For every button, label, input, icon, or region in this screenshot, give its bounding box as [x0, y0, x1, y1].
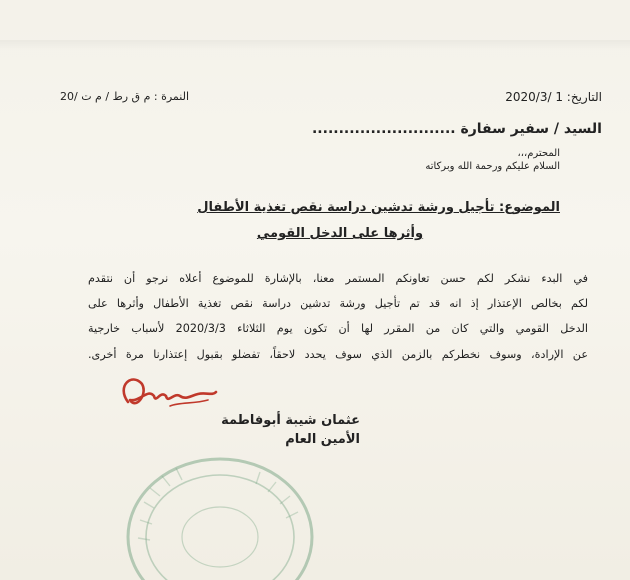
- paper-fold-shadow: [0, 40, 630, 50]
- body-line-4: عن الإرادة، وسوف نخطركم بالزمن الذي سوف يحدد لاحقاً، تفضلو بقبول إعتذارنا مرة أخرى.: [88, 348, 588, 361]
- signatory-title: الأمين العام: [285, 432, 360, 447]
- subject-line-2: وأثرها على الدخل القومي: [256, 226, 424, 241]
- subject-line-1: الموضوع: تأجيل ورشة تدشين دراسة نقص تغذية الأطفال: [197, 200, 560, 215]
- reference-number: النمرة : م ق رط / م ت /20: [60, 90, 190, 103]
- letter-date: التاريخ: 1 /2020/3: [505, 90, 602, 104]
- greeting: السلام عليكم ورحمة الله وبركاته: [425, 161, 560, 172]
- body-line-1: في البدء نشكر لكم حسن تعاونكم المستمر معنا، بالإشارة للموضوع أعلاه نرجو أن نتقدم: [88, 272, 588, 285]
- body-line-2: لكم بخالص الإعتذار إذ انه قد تم تأجيل ورشة تدشين دراسة نقص تغذية الأطفال وأثرها على: [88, 297, 588, 310]
- addressee: السيد / سفير سفارة ...........................: [311, 121, 602, 137]
- signatory-name: عثمان شيبة أبوفاطمة: [221, 413, 360, 428]
- respected-salutation: المحترم،،،: [517, 148, 560, 159]
- official-stamp: [110, 442, 330, 580]
- body-line-3: الدخل القومي والتي كان من المقرر لها أن تكون يوم الثلاثاء 2020/3/3 لأسباب خارجية: [88, 322, 588, 335]
